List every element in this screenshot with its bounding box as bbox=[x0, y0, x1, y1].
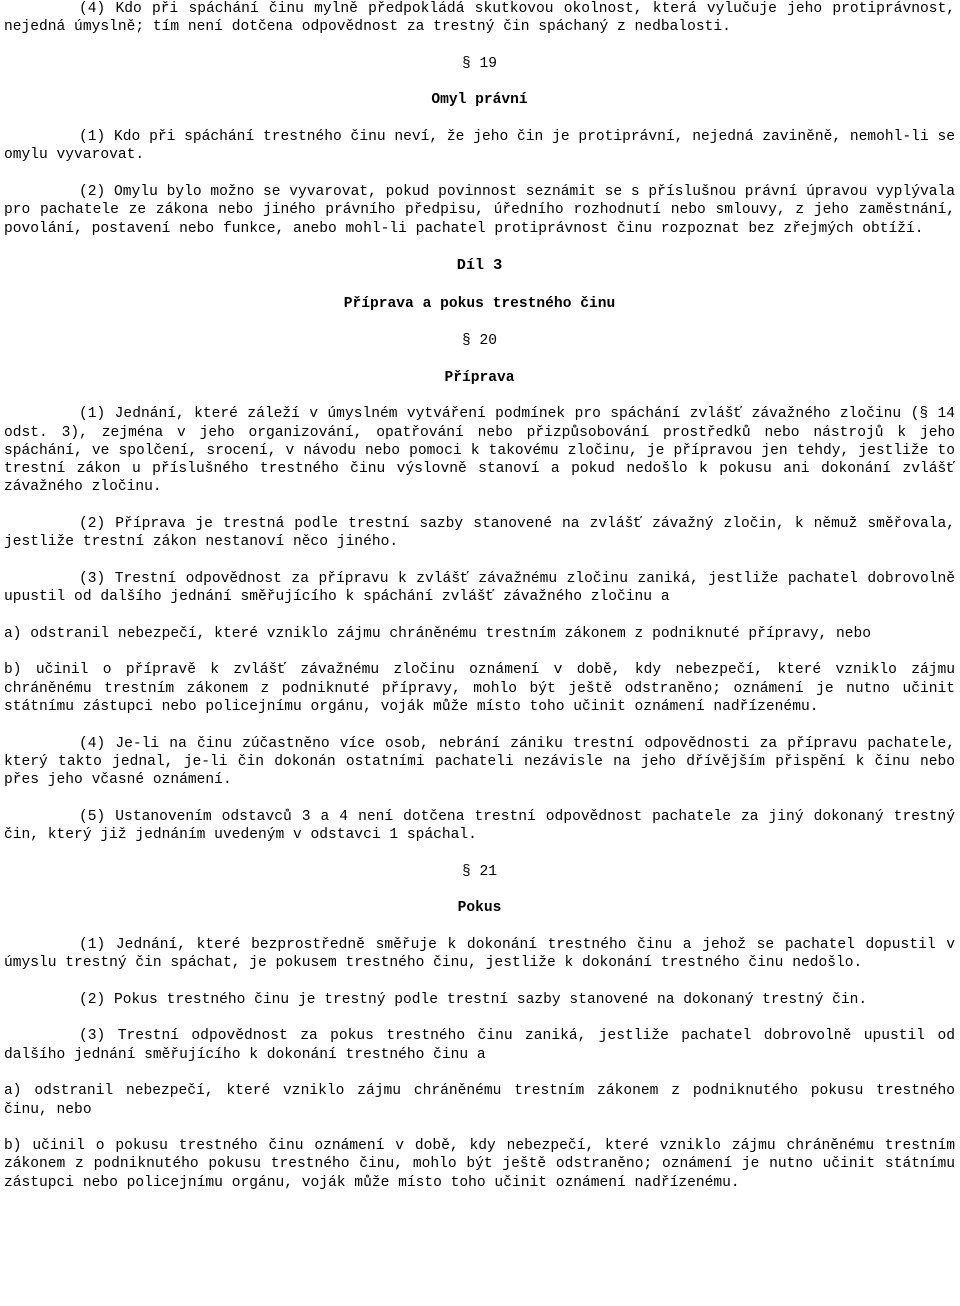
document-page bbox=[4, 0, 955, 1192]
paragraph: (2) Příprava je trestná podle trestní sazby stanovené na zvlášť závažný zločin, k němuž směřovala, jestliže trestní zákon nestanoví něco jiného. bbox=[4, 516, 955, 551]
paragraph: (2) Omylu bylo možno se vyvarovat, pokud povinnost seznámit se s příslušnou právní úpravou vyplývala pro pachatele ze zákona nebo jiného právního předpisu, úředního rozhodnutí nebo smlouvy, z jeho zaměstnání, povolání, postavení nebo funkce, anebo mohl-li pachatel protiprávnost činu rozpoznat bez zřejmých obtíží. bbox=[4, 183, 955, 237]
paragraph: (5) Ustanovením odstavců 3 a 4 není dotčena trestní odpovědnost pachatele za jiný dokonaný trestný čin, který již jednáním uvedeným v odstavci 1 spáchal. bbox=[4, 808, 955, 844]
part-heading: Díl 3 bbox=[456, 256, 503, 275]
part-title: Příprava a pokus trestného činu bbox=[343, 296, 616, 313]
paragraph: (4) Kdo při spáchání činu mylně předpokládá skutkovou okolnost, která vylučuje jeho protiprávnost, nejedná úmyslně; tím není dotčena odpovědnost za trestný čin spáchaný z nedbalosti. bbox=[4, 1, 955, 36]
paragraph: (3) Trestní odpovědnost za pokus trestného činu zaniká, jestliže pachatel dobrovolně upustil od dalšího jednání směřujícího k dokonání trestného činu a bbox=[4, 1028, 955, 1063]
paragraph: (3) Trestní odpovědnost za přípravu k zvlášť závažnému zločinu zaniká, jestliže pachatel dobrovolně upustil od dalšího jednání směřujícího k spáchání zvlášť závažného zločinu a bbox=[4, 570, 955, 606]
paragraph: (4) Je-li na činu zúčastněno více osob, nebrání zániku trestní odpovědnosti za přípravu pachatele, který takto jednal, je-li čin dokonán ostatními pachateli nezávisle na jeho dřívějším přispění k činu nebo přes jeho včasné oznámení. bbox=[4, 735, 955, 789]
section-heading: Pokus bbox=[457, 900, 502, 917]
list-item: b) učinil o pokusu trestného činu oznámení v době, kdy nebezpečí, které vzniklo zájmu chráněnému trestním zákonem z podniknutého pokusu trestného činu, mohlo být ještě odstraněno; oznámení je nutno učinit státnímu zástupci nebo policejnímu orgánu, voják může místo toho učinit oznámení nadřízenému. bbox=[4, 1138, 955, 1191]
paragraph: (1) Kdo při spáchání trestného činu neví, že jeho čin je protiprávní, nejedná zaviněně, nemohl-li se omylu vyvarovat. bbox=[4, 129, 955, 164]
list-item: a) odstranil nebezpečí, které vzniklo zájmu chráněnému trestním zákonem z podniknutého pokusu trestného činu, nebo bbox=[4, 1083, 955, 1118]
section-number: § 21 bbox=[461, 863, 498, 880]
list-item: b) učinil o přípravě k zvlášť závažnému zločinu oznámení v době, kdy nebezpečí, které vzniklo zájmu chráněnému trestním zákonem z podniknuté přípravy, mohlo být ještě odstraněno; oznámení je nutno učinit státnímu zástupci nebo policejnímu orgánu, voják může místo toho učinit oznámení nadřízenému. bbox=[4, 662, 955, 715]
section-number: § 20 bbox=[461, 333, 498, 350]
section-number: § 19 bbox=[461, 55, 498, 72]
section-heading: Příprava bbox=[444, 369, 515, 386]
list-item: a) odstranil nebezpečí, které vzniklo zájmu chráněnému trestním zákonem z podniknuté přípravy, nebo bbox=[4, 625, 872, 642]
paragraph: (1) Jednání, které bezprostředně směřuje k dokonání trestného činu a jehož se pachatel dopustil v úmyslu trestný čin spáchat, je pokusem trestného činu, jestliže k dokonání trestného činu nedošlo. bbox=[4, 936, 955, 972]
section-heading: Omyl právní bbox=[431, 92, 528, 109]
paragraph: (2) Pokus trestného činu je trestný podle trestní sazby stanovené na dokonaný trestný čin. bbox=[79, 991, 868, 1008]
paragraph: (1) Jednání, které záleží v úmyslném vytváření podmínek pro spáchání zvlášť závažného zločinu (§ 14 odst. 3), zejména v jeho organizování, opatřování nebo přizpůsobování prostředků nebo nástrojů k jeho spáchání, ve spolčení, srocení, v návodu nebo pomoci k takovému zločinu, je přípravou jen tehdy, jestliže to trestní zákon u příslušného trestného činu výslovně stanoví a pokud nedošlo k pokusu ani dokonání zvlášť závažného zločinu. bbox=[4, 406, 955, 496]
